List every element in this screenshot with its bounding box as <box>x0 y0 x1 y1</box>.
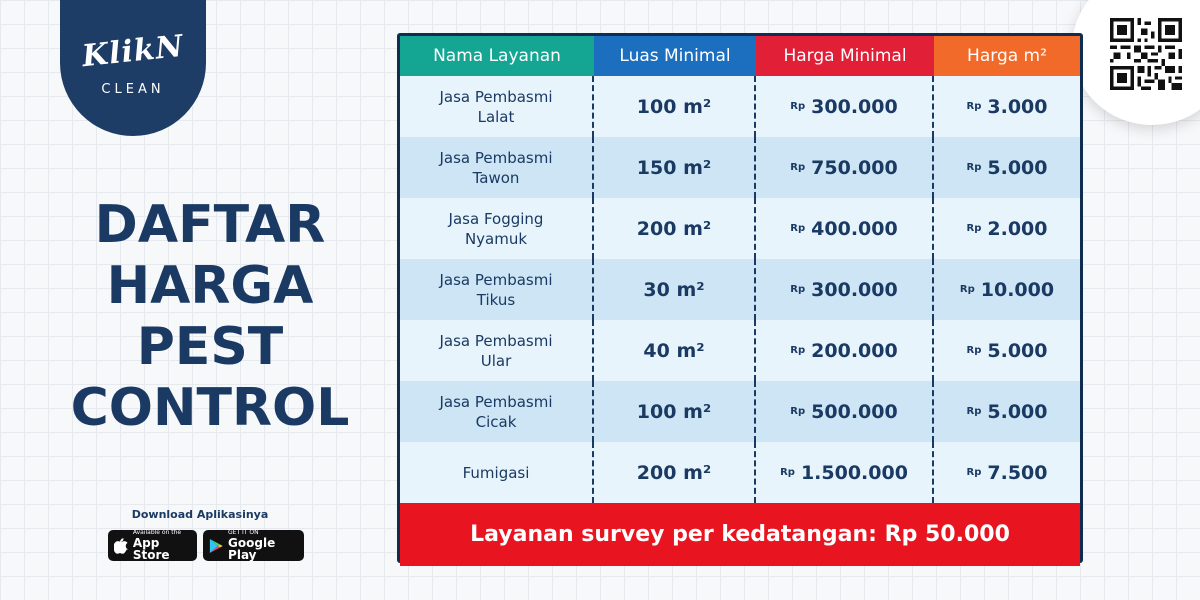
header-price-per-m2: Harga m² <box>934 36 1080 76</box>
cell-service-name <box>400 320 594 381</box>
table-header <box>400 36 1080 76</box>
price-per-m2: 5.000 <box>987 156 1048 179</box>
cell-min-price <box>756 137 934 198</box>
google-play-big-text: Google Play <box>228 536 276 562</box>
min-price: 750.000 <box>811 156 898 179</box>
min-price: 500.000 <box>811 400 898 423</box>
price-per-m2: 3.000 <box>987 95 1048 118</box>
cell-min-price <box>756 320 934 381</box>
cell-min-price <box>756 381 934 442</box>
currency-label: Rp <box>790 406 806 417</box>
cell-min-area <box>594 198 756 259</box>
min-price: 300.000 <box>811 95 898 118</box>
cell-service-name <box>400 137 594 198</box>
min-area: 100 m² <box>636 400 712 423</box>
currency-label: Rp <box>790 284 806 295</box>
cell-min-area <box>594 76 756 137</box>
currency-label: Rp <box>966 223 982 234</box>
cell-min-price <box>756 259 934 320</box>
min-price: 400.000 <box>811 217 898 240</box>
cell-price-per-m2 <box>934 198 1080 259</box>
title-line: DAFTAR <box>94 195 326 255</box>
price-per-m2: 5.000 <box>987 400 1048 423</box>
min-price: 200.000 <box>811 339 898 362</box>
google-play-button[interactable] <box>203 530 304 561</box>
cell-service-name <box>400 259 594 320</box>
service-name: Jasa Pembasmi Lalat <box>439 87 553 126</box>
table-row <box>400 198 1080 259</box>
currency-label: Rp <box>966 162 982 173</box>
min-area: 200 m² <box>636 217 712 240</box>
cell-service-name <box>400 198 594 259</box>
app-store-small-text: Available on the <box>132 529 182 536</box>
price-table <box>397 33 1083 563</box>
app-store-big-text: App Store <box>132 536 170 562</box>
currency-label: Rp <box>966 101 982 112</box>
cell-price-per-m2 <box>934 381 1080 442</box>
cell-min-area <box>594 442 756 503</box>
min-area: 200 m² <box>636 461 712 484</box>
cell-min-price <box>756 76 934 137</box>
cell-price-per-m2 <box>934 137 1080 198</box>
currency-label: Rp <box>790 345 806 356</box>
table-row <box>400 381 1080 442</box>
cell-service-name <box>400 381 594 442</box>
title-line: HARGA <box>106 256 314 316</box>
service-name: Jasa Pembasmi Tikus <box>439 270 553 309</box>
price-per-m2: 10.000 <box>980 278 1055 301</box>
service-name: Jasa Fogging Nyamuk <box>448 209 544 248</box>
currency-label: Rp <box>966 467 982 478</box>
service-name: Jasa Pembasmi Cicak <box>439 392 553 431</box>
price-per-m2: 5.000 <box>987 339 1048 362</box>
cell-min-area <box>594 137 756 198</box>
table-row <box>400 76 1080 137</box>
table-row <box>400 320 1080 381</box>
price-per-m2: 7.500 <box>987 461 1048 484</box>
min-area: 100 m² <box>636 95 712 118</box>
table-body <box>400 76 1080 503</box>
service-name: Fumigasi <box>462 463 530 482</box>
table-row <box>400 137 1080 198</box>
min-area: 150 m² <box>636 156 712 179</box>
cell-service-name <box>400 442 594 503</box>
min-price: 300.000 <box>811 278 898 301</box>
header-min-area: Luas Minimal <box>594 36 756 76</box>
cell-min-area <box>594 381 756 442</box>
service-name: Jasa Pembasmi Ular <box>439 331 553 370</box>
cell-price-per-m2 <box>934 259 1080 320</box>
cell-min-price <box>756 442 934 503</box>
cell-min-area <box>594 320 756 381</box>
currency-label: Rp <box>790 162 806 173</box>
cell-min-price <box>756 198 934 259</box>
min-area: 40 m² <box>643 339 705 362</box>
cell-min-area <box>594 259 756 320</box>
min-price: 1.500.000 <box>800 461 908 484</box>
currency-label: Rp <box>790 101 806 112</box>
app-store-button[interactable] <box>108 530 197 561</box>
currency-label: Rp <box>780 467 795 478</box>
header-service-name: Nama Layanan <box>400 36 594 76</box>
table-row <box>400 259 1080 320</box>
min-area: 30 m² <box>643 278 705 301</box>
currency-label: Rp <box>966 345 982 356</box>
survey-fee-banner: Layanan survey per kedatangan: Rp 50.000 <box>400 503 1080 566</box>
price-per-m2: 2.000 <box>987 217 1048 240</box>
logo-subtitle: CLEAN <box>101 82 165 97</box>
cell-price-per-m2 <box>934 320 1080 381</box>
table-row <box>400 442 1080 503</box>
title-line: CONTROL <box>70 378 350 438</box>
service-name: Jasa Pembasmi Tawon <box>439 148 553 187</box>
title-line: PEST <box>136 317 284 377</box>
qr-code-icon <box>1110 18 1182 90</box>
currency-label: Rp <box>790 223 806 234</box>
header-min-price: Harga Minimal <box>756 36 934 76</box>
google-play-small-text: GET IT ON <box>228 529 259 536</box>
currency-label: Rp <box>966 406 982 417</box>
download-label: Download Aplikasinya <box>131 508 269 521</box>
google-play-icon <box>209 537 223 555</box>
currency-label: Rp <box>959 284 975 295</box>
cell-price-per-m2 <box>934 442 1080 503</box>
logo-wordmark: KlikN <box>80 28 186 75</box>
page-title <box>40 195 380 439</box>
brand-logo <box>60 0 206 136</box>
apple-icon <box>114 537 128 555</box>
cell-price-per-m2 <box>934 76 1080 137</box>
cell-service-name <box>400 76 594 137</box>
